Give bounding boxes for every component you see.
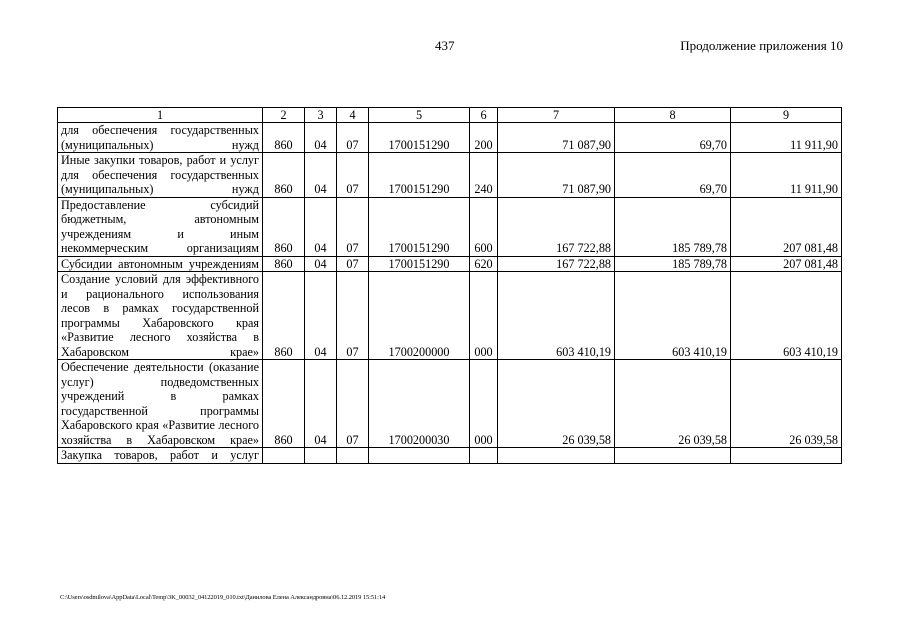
cell-amount-9: 26 039,58 <box>731 360 842 448</box>
cell-ministry-code: 860 <box>263 153 305 198</box>
cell-ministry-code <box>263 448 305 464</box>
cell-amount-8: 26 039,58 <box>615 360 731 448</box>
cell-amount-8: 69,70 <box>615 123 731 153</box>
cell-amount-8: 69,70 <box>615 153 731 198</box>
cell-subsection <box>337 448 369 464</box>
budget-table <box>57 107 842 464</box>
cell-amount-7: 71 087,90 <box>498 123 615 153</box>
table-row <box>58 272 842 360</box>
cell-amount-9 <box>731 448 842 464</box>
table-row <box>58 123 842 153</box>
table-row <box>58 197 842 256</box>
cell-amount-9: 207 081,48 <box>731 256 842 272</box>
cell-section <box>305 448 337 464</box>
cell-target-item <box>369 448 470 464</box>
cell-ministry-code: 860 <box>263 272 305 360</box>
cell-subsection: 07 <box>337 256 369 272</box>
column-header: 3 <box>305 108 337 123</box>
cell-expense-type <box>470 448 498 464</box>
cell-amount-7: 26 039,58 <box>498 360 615 448</box>
cell-section: 04 <box>305 197 337 256</box>
cell-amount-8: 185 789,78 <box>615 256 731 272</box>
cell-subsection: 07 <box>337 197 369 256</box>
cell-subsection: 07 <box>337 360 369 448</box>
cell-expense-type: 240 <box>470 153 498 198</box>
cell-target-item: 1700200030 <box>369 360 470 448</box>
row-name: Закупка товаров, работ и услуг <box>58 448 263 464</box>
cell-target-item: 1700151290 <box>369 153 470 198</box>
cell-expense-type: 000 <box>470 272 498 360</box>
page-number: 437 <box>435 38 455 53</box>
cell-ministry-code: 860 <box>263 256 305 272</box>
column-header: 1 <box>58 108 263 123</box>
cell-ministry-code: 860 <box>263 123 305 153</box>
table-row <box>58 153 842 198</box>
cell-section: 04 <box>305 272 337 360</box>
cell-amount-9: 11 911,90 <box>731 123 842 153</box>
cell-subsection: 07 <box>337 272 369 360</box>
column-header: 7 <box>498 108 615 123</box>
table-row <box>58 448 842 464</box>
cell-amount-8 <box>615 448 731 464</box>
cell-section: 04 <box>305 153 337 198</box>
column-header: 2 <box>263 108 305 123</box>
row-name: для обеспечения государственных (муниципальных) нужд <box>58 123 263 153</box>
cell-section: 04 <box>305 360 337 448</box>
row-name: Субсидии автономным учреждениям <box>58 256 263 272</box>
cell-amount-8: 603 410,19 <box>615 272 731 360</box>
cell-expense-type: 000 <box>470 360 498 448</box>
footer-file-path: C:\Users\osdmilova\AppData\Local\Temp\3K_00032_04122019_010.txt\Данилова Елена Александровна\06.12.2019 15:51:14 <box>60 594 386 601</box>
cell-subsection: 07 <box>337 153 369 198</box>
column-header: 9 <box>731 108 842 123</box>
cell-ministry-code: 860 <box>263 360 305 448</box>
table-header-row <box>58 108 842 123</box>
cell-amount-9: 207 081,48 <box>731 197 842 256</box>
cell-amount-7: 167 722,88 <box>498 197 615 256</box>
table-row <box>58 360 842 448</box>
cell-amount-7: 603 410,19 <box>498 272 615 360</box>
row-name: Создание условий для эффективного и рационального использования лесов в рамках государственной программы Хабаровского края «Развитие лесного хозяйства в Хабаровском крае» <box>58 272 263 360</box>
cell-section: 04 <box>305 123 337 153</box>
cell-target-item: 1700151290 <box>369 256 470 272</box>
cell-amount-7 <box>498 448 615 464</box>
cell-target-item: 1700151290 <box>369 197 470 256</box>
row-name: Предоставление субсидий бюджетным, автономным учреждениям и иным некоммерческим организациям <box>58 197 263 256</box>
table-row <box>58 256 842 272</box>
cell-amount-9: 603 410,19 <box>731 272 842 360</box>
cell-amount-9: 11 911,90 <box>731 153 842 198</box>
cell-expense-type: 200 <box>470 123 498 153</box>
column-header: 4 <box>337 108 369 123</box>
cell-expense-type: 620 <box>470 256 498 272</box>
cell-subsection: 07 <box>337 123 369 153</box>
cell-amount-7: 71 087,90 <box>498 153 615 198</box>
cell-amount-8: 185 789,78 <box>615 197 731 256</box>
cell-amount-7: 167 722,88 <box>498 256 615 272</box>
appendix-continuation-note: Продолжение приложения 10 <box>680 38 843 53</box>
cell-ministry-code: 860 <box>263 197 305 256</box>
column-header: 6 <box>470 108 498 123</box>
column-header: 5 <box>369 108 470 123</box>
row-name: Иные закупки товаров, работ и услуг для обеспечения государственных (муниципальных) нужд <box>58 153 263 198</box>
row-name: Обеспечение деятельности (оказание услуг) подведомственных учреждений в рамках государственной программы Хабаровского края «Развитие лесного хозяйства в Хабаровском крае» <box>58 360 263 448</box>
cell-section: 04 <box>305 256 337 272</box>
cell-target-item: 1700151290 <box>369 123 470 153</box>
cell-expense-type: 600 <box>470 197 498 256</box>
cell-target-item: 1700200000 <box>369 272 470 360</box>
column-header: 8 <box>615 108 731 123</box>
